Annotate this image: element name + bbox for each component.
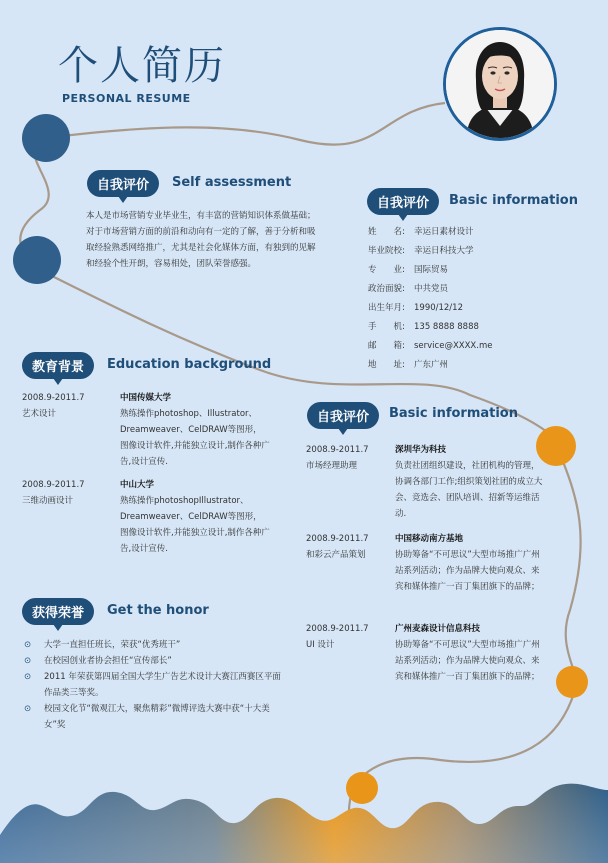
work-item-2-body [395, 531, 547, 595]
education-desc: 熟练操作photoshop、Illustrator、Dreamweaver、CelDRAW等图形，图像设计软件,并能独立设计,制作各种广告,设计宣传. [120, 409, 270, 467]
basic-info-tag: 自我评价 [367, 188, 439, 215]
basic-info-list [368, 223, 568, 375]
work-role: 和彩云产品策划 [306, 550, 366, 560]
basic-info-row [368, 242, 568, 261]
education-tag: 教育背景 [22, 352, 94, 379]
education-desc: 熟练操作photoshopIllustrator、Dreamweaver、CelDRAW等图形，图像设计软件,并能独立设计,制作各种广告,设计宣传. [120, 496, 270, 554]
education-item-2-meta [22, 477, 112, 509]
row-key: 手 机: [368, 322, 405, 332]
row-key: 地 址: [368, 360, 405, 370]
page-subtitle: PERSONAL RESUME [62, 92, 191, 105]
basic-info-row [368, 337, 568, 356]
bullet-icon: ⊙ [24, 656, 32, 666]
list-item: ⊙ 在校园创业者协会担任“宣传部长” [24, 653, 282, 669]
education-item-2-body [120, 477, 270, 557]
row-value: 135 8888 8888 [414, 322, 479, 332]
row-key: 出生年月: [368, 303, 405, 313]
basic-info-row [368, 261, 568, 280]
work-desc: 协助筹备“不可思议”大型市场推广广州站系列活动；作为品牌大使向观众、来宾和媒体推广一百丁集团旗下的品牌； [395, 550, 540, 592]
list-item: ⊙ 校园文化节“微观江大，聚焦精彩”微博评选大赛中获“十大美女”奖 [24, 701, 282, 733]
row-key: 邮 箱: [368, 341, 405, 351]
list-item: ⊙ 大学一直担任班长，荣获“优秀班干” [24, 637, 282, 653]
bullet-icon: ⊙ [24, 672, 32, 682]
work-role: 市场经理助理 [306, 461, 358, 471]
bullet-icon: ⊙ [24, 640, 32, 650]
work-item-1-meta [306, 442, 396, 474]
row-key: 政治面貌: [368, 284, 405, 294]
work-date: 2008.9-2011.7 [306, 445, 369, 455]
basic-info-row [368, 299, 568, 318]
work-desc: 负责社团组织建设，社团机构的管理，协调各部门工作;组织策划社团的成立大会、竞选会、团队培训、招新等运维活动. [395, 461, 543, 519]
basic-info-row [368, 280, 568, 299]
row-key: 专 业: [368, 265, 405, 275]
education-school: 中国传媒大学 [120, 393, 172, 403]
row-value: 幸运日素材设计 [414, 227, 474, 237]
row-value: 中共党员 [414, 284, 449, 294]
education-item-1-meta [22, 390, 112, 422]
page-title: 个人简历 [58, 43, 226, 89]
work-item-1-body [395, 442, 547, 522]
self-assessment-heading: Self assessment [172, 175, 292, 190]
honors-tag: 获得荣誉 [22, 598, 94, 625]
basic-info-row [368, 356, 568, 375]
work-date: 2008.9-2011.7 [306, 624, 369, 634]
honors-list [24, 637, 282, 733]
row-key: 姓 名: [368, 227, 405, 237]
portrait-photo [446, 30, 554, 138]
decor-circle-4 [556, 666, 588, 698]
work-tag: 自我评价 [307, 402, 379, 429]
work-heading: Basic information [389, 406, 518, 421]
education-heading: Education background [107, 357, 272, 372]
row-value: 广东广州 [414, 360, 449, 370]
basic-info-row [368, 318, 568, 337]
work-company: 深圳华为科技 [395, 445, 447, 455]
education-item-1-body [120, 390, 270, 470]
row-value: 幸运日科技大学 [414, 246, 474, 256]
honors-heading: Get the honor [107, 603, 209, 618]
row-value: 国际贸易 [414, 265, 449, 275]
list-item: ⊙ 2011 年荣获第四届全国大学生广告艺术设计大赛江西赛区平面作品类三等奖。 [24, 669, 282, 701]
education-date: 2008.9-2011.7 [22, 393, 85, 403]
work-company: 中国移动南方基地 [395, 534, 464, 544]
row-value: service@XXXX.me [414, 341, 493, 351]
work-desc: 协助筹备“不可思议”大型市场推广广州站系列活动；作为品牌大使向观众、来宾和媒体推广一百丁集团旗下的品牌； [395, 640, 540, 682]
education-major: 三维动画设计 [22, 496, 74, 506]
self-assessment-tag: 自我评价 [87, 170, 159, 197]
row-key: 毕业院校: [368, 246, 405, 256]
education-school: 中山大学 [120, 480, 155, 490]
avatar [443, 27, 557, 141]
row-value: 1990/12/12 [414, 303, 463, 313]
decor-circle-1 [22, 114, 70, 162]
work-item-3-body [395, 621, 547, 685]
decor-circle-2 [13, 236, 61, 284]
work-item-2-meta [306, 531, 396, 563]
work-role: UI 设计 [306, 640, 335, 650]
basic-info-heading: Basic information [449, 193, 578, 208]
bullet-icon: ⊙ [24, 704, 32, 714]
education-major: 艺术设计 [22, 409, 57, 419]
self-assessment-text: 本人是市场营销专业毕业生，有丰富的营销知识体系做基础；对于市场营销方面的前沿和动向有一定的了解，善于分析和吸取经验熟悉网络推广，尤其是社会化媒体方面，有独到的见解和经验个性开朗，容易相处，团队荣誉感强。 [86, 211, 316, 269]
education-date: 2008.9-2011.7 [22, 480, 85, 490]
work-company: 广州麦森设计信息科技 [395, 624, 481, 634]
work-date: 2008.9-2011.7 [306, 534, 369, 544]
basic-info-row [368, 223, 568, 242]
decor-circle-5 [346, 772, 378, 804]
work-item-3-meta [306, 621, 396, 653]
